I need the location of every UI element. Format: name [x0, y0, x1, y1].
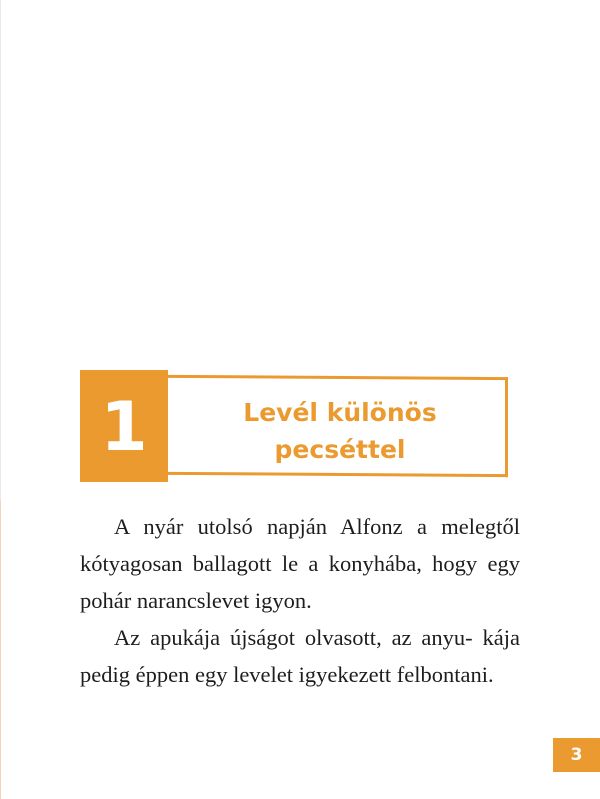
body-text — [80, 508, 520, 693]
chapter-heading — [80, 370, 514, 482]
chapter-title — [180, 394, 500, 468]
chapter-number-box — [80, 370, 168, 482]
page-edge-accent — [0, 500, 1, 799]
chapter-title-line-2: pecséttel — [274, 435, 406, 464]
paragraph-2: Az apukája újságot olvasott, az anyu- kája pedig éppen egy levelet igyekezett felbontani. — [80, 625, 520, 687]
page-number-box — [553, 738, 600, 772]
chapter-number: 1 — [100, 388, 148, 467]
chapter-title-line-1: Levél különös — [243, 398, 437, 427]
paragraph-1: A nyár utolsó napján Alfonz a melegtől kótyagosan ballagott le a konyhába, hogy egy pohár narancslevet igyon. — [80, 514, 520, 613]
page-number: 3 — [570, 745, 583, 765]
